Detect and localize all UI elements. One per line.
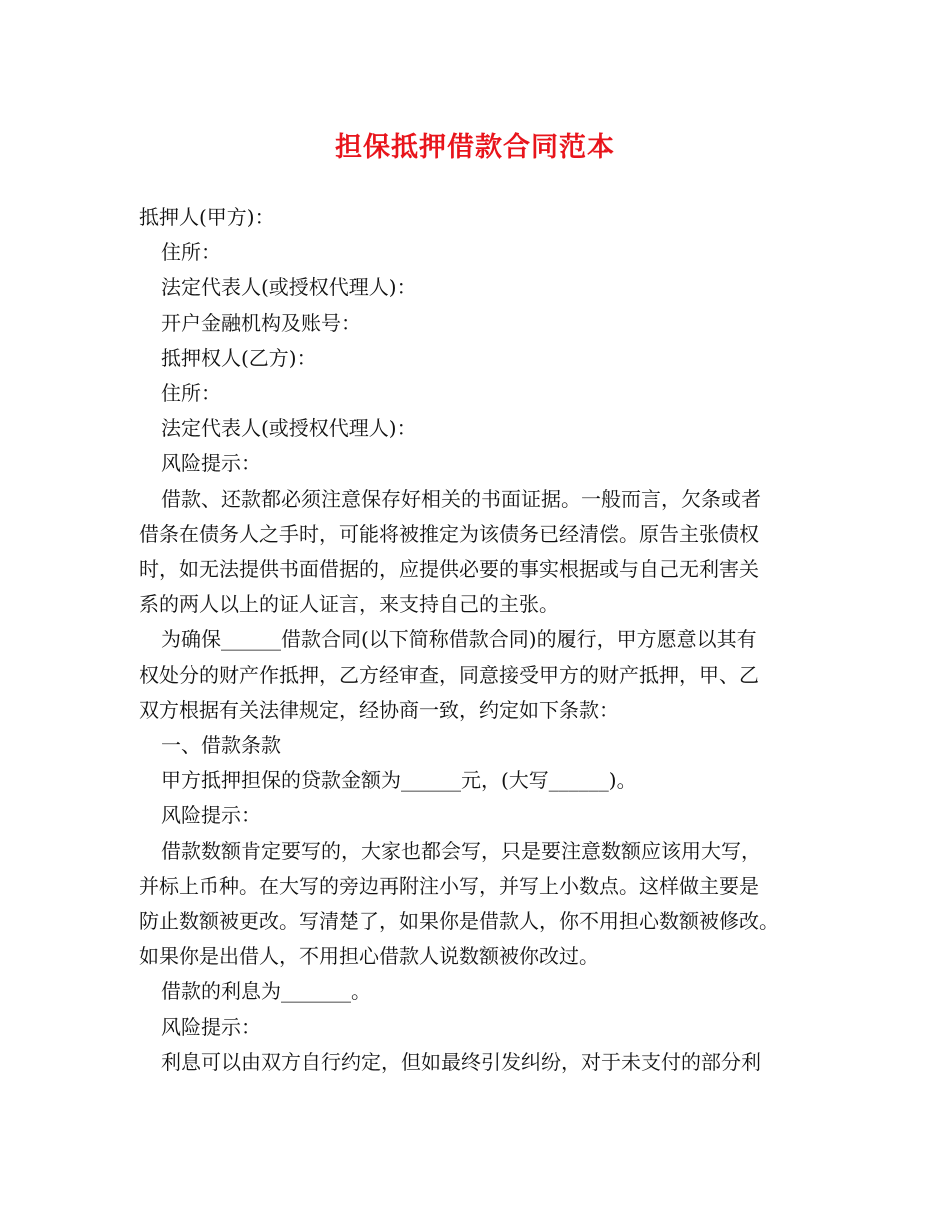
interest-line: 借款的利息为_______。 <box>161 979 371 1004</box>
pledgee-address-line: 住所： <box>161 381 221 406</box>
risk-paragraph-line: 利息可以由双方自行约定，但如最终引发纠纷，对于未支付的部分利 <box>161 1049 761 1074</box>
pledgee-line: 抵押权人(乙方)： <box>161 345 317 370</box>
risk-paragraph-line: 系的两人以上的证人证言，来支持自己的主张。 <box>139 592 559 617</box>
pledgor-line: 抵押人(甲方)： <box>139 205 275 229</box>
document-title: 担保抵押借款合同范本 <box>335 132 615 163</box>
risk-label: 风险提示： <box>161 451 261 476</box>
pledgor-address-line: 住所： <box>161 240 221 265</box>
risk-paragraph-line: 并标上币种。在大写的旁边再附注小写，并写上小数点。这样做主要是 <box>139 873 759 898</box>
risk-paragraph-line: 借款数额肯定要写的，大家也都会写，只是要注意数额应该用大写， <box>161 838 761 863</box>
loan-amount-line: 甲方抵押担保的贷款金额为______元，(大写______)。 <box>161 768 637 793</box>
document-body <box>139 200 839 1080</box>
risk-paragraph-line: 防止数额被更改。写清楚了，如果你是借款人，你不用担心数额被修改。 <box>139 909 779 934</box>
risk-paragraph-line: 如果你是出借人，不用担心借款人说数额被你改过。 <box>139 944 599 969</box>
intro-paragraph-line: 权处分的财产作抵押，乙方经审查，同意接受甲方的财产抵押，甲、乙 <box>139 662 759 687</box>
risk-paragraph-evidence <box>139 482 839 623</box>
risk-paragraph-line: 借款、还款都必须注意保存好相关的书面证据。一般而言，欠条或者 <box>161 486 761 511</box>
intro-paragraph <box>139 622 839 728</box>
risk-label: 风险提示： <box>161 803 261 828</box>
intro-paragraph-line: 双方根据有关法律规定，经协商一致，约定如下条款： <box>139 697 619 722</box>
risk-label: 风险提示： <box>161 1014 261 1039</box>
pledgee-representative-line: 法定代表人(或授权代理人)： <box>161 416 417 441</box>
section-heading-loan-terms: 一、借款条款 <box>161 733 281 758</box>
risk-paragraph-interest <box>139 1045 839 1080</box>
risk-paragraph-line: 借条在债务人之手时，可能将被推定为该债务已经清偿。原告主张债权 <box>139 521 759 546</box>
pledgor-representative-line: 法定代表人(或授权代理人)： <box>161 275 417 300</box>
risk-paragraph-line: 时，如无法提供书面借据的，应提供必要的事实根据或与自己无利害关 <box>139 557 759 582</box>
risk-paragraph-amount <box>139 834 839 975</box>
bank-account-line: 开户金融机构及账号： <box>161 310 361 335</box>
intro-paragraph-line: 为确保______借款合同(以下简称借款合同)的履行，甲方愿意以其有 <box>161 627 757 652</box>
